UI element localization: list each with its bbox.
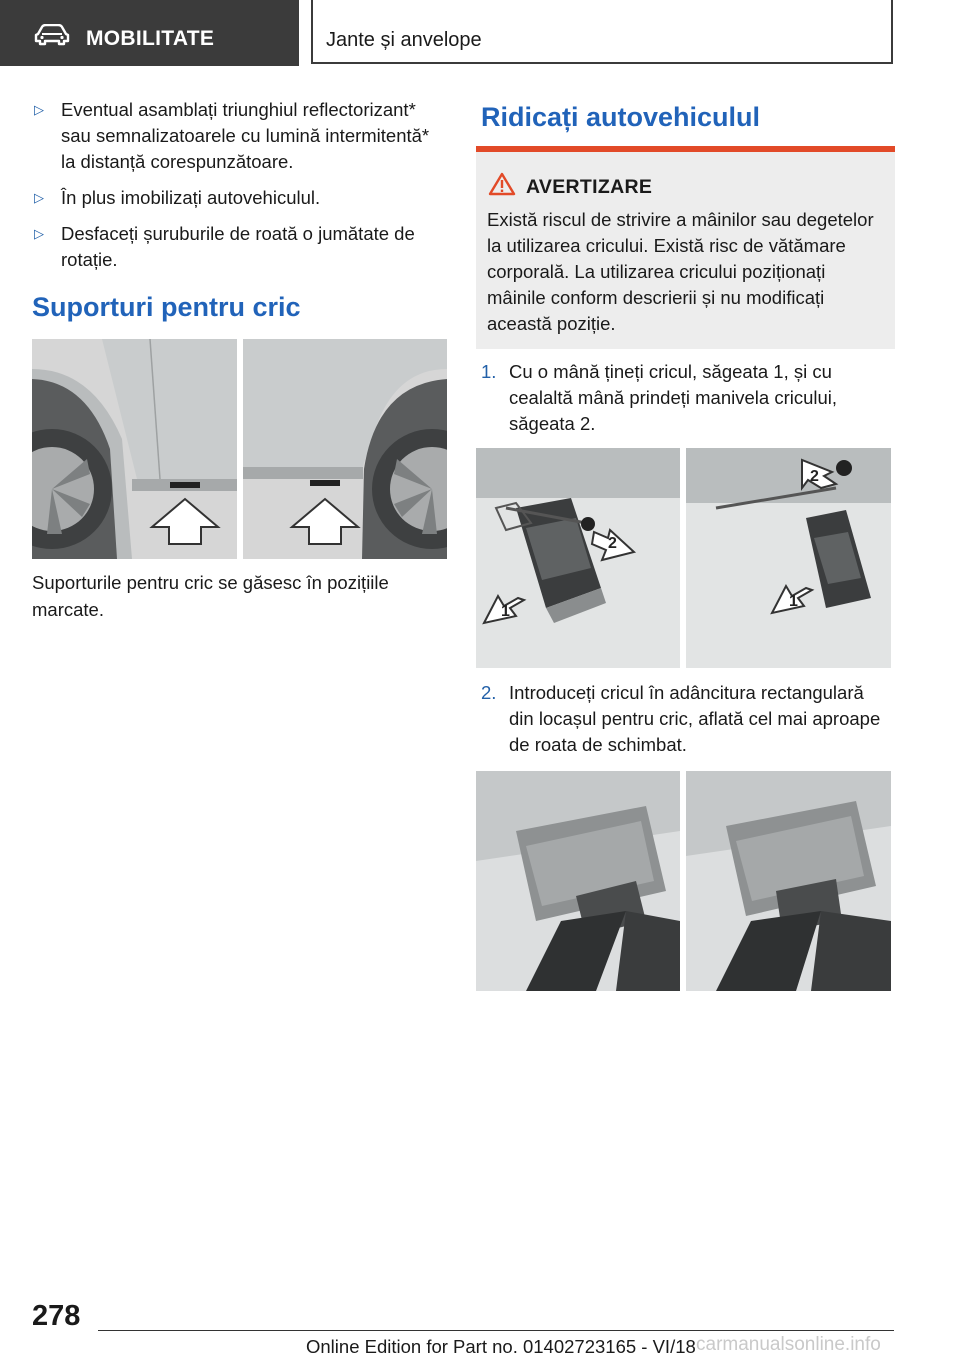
chapter-header xyxy=(311,0,893,64)
step-text: Cu o mână țineți cricul, săgeata 1, și cu cealaltă mână prindeți manivela cricului, săgeata 2. xyxy=(509,361,838,434)
page-number: 278 xyxy=(32,1300,81,1332)
svg-text:2: 2 xyxy=(608,535,617,552)
jack-point-panel-left xyxy=(32,339,237,559)
left-column xyxy=(32,97,447,283)
footer-divider xyxy=(98,1330,894,1331)
jack-points-caption: Suporturile pentru cric se găsesc în pozițiile marcate. xyxy=(32,572,389,620)
section-tab xyxy=(0,0,299,66)
chapter-title: Jante și anvelope xyxy=(326,29,482,51)
svg-text:1: 1 xyxy=(789,593,798,610)
warning-title: AVERTIZARE xyxy=(526,176,653,198)
edition-text: Online Edition for Part no. 01402723165 - VI/18 xyxy=(306,1336,696,1357)
svg-text:2: 2 xyxy=(810,468,819,485)
car-icon xyxy=(34,24,70,46)
jack-insertion-illustration xyxy=(476,771,891,991)
jack-holding-illustration xyxy=(476,448,891,668)
warning-text: Există riscul de strivire a mâinilor sau degetelor la utilizarea cricului. Există risc de vătămare corporală. La utilizarea cricului poziționați mâinile conform descrierii și nu modificați această poziție. xyxy=(487,209,874,334)
bullet-triangle-icon: ▷ xyxy=(34,102,44,117)
step-number: 1. xyxy=(481,361,497,382)
step-number: 2. xyxy=(481,682,497,703)
section-label: MOBILITATE xyxy=(86,27,215,50)
svg-text:1: 1 xyxy=(501,603,510,620)
bullet-item: ▷ Eventual asamblați triunghiul reflectorizant* sau semnalizatoarele cu lumină intermitentă* la distanță corespunzătoare. xyxy=(34,99,430,172)
warning-box xyxy=(476,146,895,349)
bullet-item: ▷ În plus imobilizați autovehiculul. xyxy=(32,185,447,211)
bullet-triangle-icon: ▷ xyxy=(34,226,44,241)
watermark: carmanualsonline.info xyxy=(696,1334,881,1355)
step-2 xyxy=(481,680,893,758)
section-heading-jack-points: Suporturi pentru cric xyxy=(32,292,301,322)
section-heading-lift-vehicle: Ridicați autovehiculul xyxy=(481,102,761,132)
bullet-list xyxy=(32,97,447,273)
jack-point-panel-right xyxy=(243,339,447,559)
warning-triangle-icon xyxy=(488,172,516,196)
step-text: Introduceți cricul în adâncitura rectangulară din locașul pentru cric, aflată cel mai aproape de roata de schimbat. xyxy=(509,682,881,755)
jack-points-illustration xyxy=(32,339,447,559)
bullet-triangle-icon: ▷ xyxy=(34,190,44,205)
bullet-item: ▷ Desfaceți șuruburile de roată o jumătate de rotație. xyxy=(34,223,415,270)
step-1 xyxy=(481,359,893,437)
